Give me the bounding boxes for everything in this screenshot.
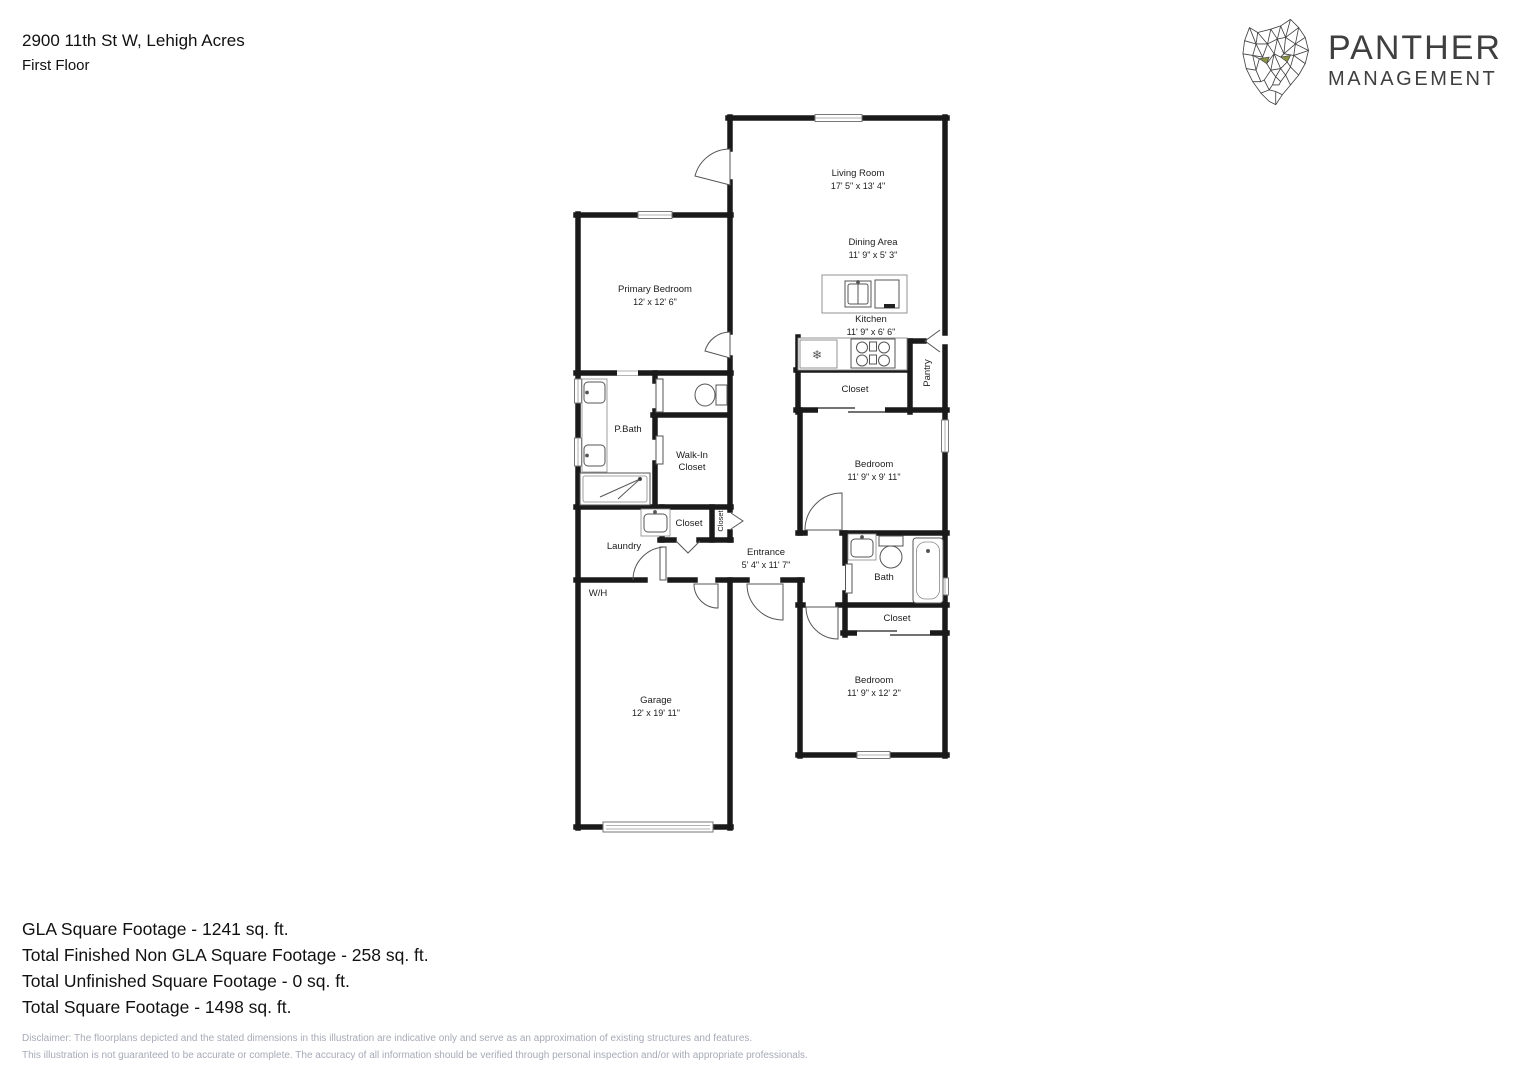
pantry-door-chevron bbox=[925, 330, 940, 352]
door-arc-garage bbox=[694, 584, 718, 608]
room-label-bedroom-bottom: Bedroom 11' 9" x 12' 2" bbox=[847, 675, 901, 698]
disclaimer-line-1: Disclaimer: The floorplans depicted and the stated dimensions in this illustration are indicative only and serve as an approximation of existing structures and features. bbox=[22, 1033, 753, 1044]
kitchen-island bbox=[822, 275, 907, 313]
room-label-pantry: Pantry bbox=[922, 359, 933, 387]
room-label-bedroom-mid: Bedroom 11' 9" x 9' 11" bbox=[847, 459, 901, 482]
kitchen-counter bbox=[798, 338, 907, 370]
door-leaf-laundry bbox=[660, 547, 666, 580]
room-label-closet-small: Closet bbox=[716, 510, 725, 532]
brand-subtitle: MANAGEMENT bbox=[1328, 68, 1498, 90]
toilet-icon bbox=[695, 384, 727, 406]
room-label-living-room: Living Room 17' 5" x 13' 4" bbox=[830, 168, 886, 191]
closet-door-chevron bbox=[676, 541, 700, 553]
stove-icon bbox=[851, 339, 895, 368]
room-label-p-bath: P.Bath bbox=[614, 424, 642, 435]
door-arc-bedroom-mid bbox=[805, 493, 842, 530]
room-label-entrance: Entrance 5' 4" x 11' 7" bbox=[741, 547, 791, 570]
summary-line-total: Total Square Footage - 1498 sq. ft. bbox=[22, 997, 292, 1017]
vanity-icon bbox=[582, 379, 607, 472]
floor-title: First Floor bbox=[22, 57, 90, 74]
laundry-sink-icon bbox=[641, 509, 670, 536]
door-leaf-walkin bbox=[656, 436, 663, 464]
room-label-closet-kitchen: Closet bbox=[841, 384, 869, 395]
room-label-closet-bath: Closet bbox=[883, 613, 911, 624]
property-address: 2900 11th St W, Lehigh Acres bbox=[22, 31, 245, 50]
room-label-closet-hall: Closet bbox=[675, 518, 703, 529]
door-leaf-toilet-room bbox=[656, 379, 663, 412]
summary-line-gla: GLA Square Footage - 1241 sq. ft. bbox=[22, 919, 289, 939]
door-arc-bedroom-bottom bbox=[806, 607, 838, 639]
door-arc-living bbox=[695, 149, 730, 185]
bath-toilet-icon bbox=[879, 536, 903, 568]
dishwasher-icon bbox=[875, 280, 899, 308]
room-label-garage: Garage 12' x 19' 11" bbox=[632, 695, 680, 718]
square-footage-summary bbox=[22, 916, 429, 1020]
room-label-laundry: Laundry bbox=[606, 541, 642, 552]
disclaimer bbox=[22, 1030, 808, 1064]
door-arc-front bbox=[747, 584, 783, 620]
summary-line-unfinished: Total Unfinished Square Footage - 0 sq. ft. bbox=[22, 971, 350, 991]
cased-opening-primary bbox=[617, 370, 638, 377]
door-arc-primary bbox=[705, 332, 730, 358]
garage-door bbox=[603, 822, 713, 832]
brand-name: PANTHER bbox=[1328, 29, 1502, 67]
shower-icon bbox=[580, 473, 650, 505]
snowflake-icon: ❄ bbox=[812, 348, 823, 362]
summary-line-non-gla: Total Finished Non GLA Square Footage - 258 sq. ft. bbox=[22, 945, 429, 965]
room-label-water-heater: W/H bbox=[588, 588, 608, 599]
door-leaf-bath bbox=[846, 564, 853, 593]
bath-sink-icon bbox=[848, 534, 876, 560]
disclaimer-line-2: This illustration is not guaranteed to be accurate or complete. The accuracy of all information should be verified through personal inspection and/or with appropriate professionals. bbox=[22, 1050, 808, 1061]
windows-group bbox=[575, 115, 949, 759]
room-label-walk-in-closet: Walk-In Closet bbox=[676, 450, 708, 473]
room-label-dining-area: Dining Area 11' 9" x 5' 3" bbox=[848, 237, 898, 260]
room-label-primary-bedroom: Primary Bedroom 12' x 12' 6" bbox=[618, 284, 692, 307]
sliding-door-bath-closet bbox=[857, 630, 930, 637]
sliding-door-kitchen-closet bbox=[818, 406, 885, 414]
room-label-kitchen: Kitchen 11' 9" x 6' 6" bbox=[846, 314, 896, 337]
room-label-bath: Bath bbox=[874, 572, 894, 583]
bathtub-icon bbox=[913, 538, 943, 603]
small-closet-door-chevron bbox=[731, 513, 743, 529]
